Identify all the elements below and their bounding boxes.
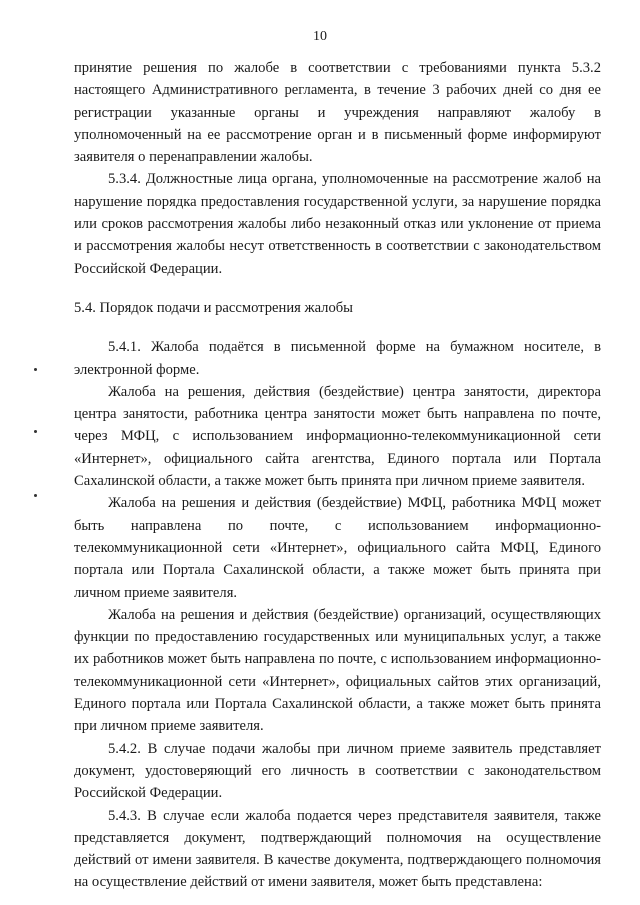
document-body xyxy=(74,57,601,894)
paragraph: Жалоба на решения и действия (бездействие) МФЦ, работника МФЦ может быть направлена по почте, с использованием информационно-телекоммуникационной сети «Интернет», официального сайта МФЦ, Единого портала или Портала Сахалинской области, а также может быть принята при личном приеме заявителя. xyxy=(74,495,601,601)
paragraph-5-3-4: 5.3.4. Должностные лица органа, уполномоченные на рассмотрение жалоб на нарушение порядка предоставления государственной услуги, за нарушение порядка или сроков рассмотрения жалобы либо незаконный отказ или уклонение от приема и рассмотрения жалобы несут ответственность в соответствии с законодательством Российской Федерации. xyxy=(74,171,601,277)
margin-dot xyxy=(34,494,37,497)
paragraph: Жалоба на решения и действия (бездействие) организаций, осуществляющих функции по предоставлению государственных или муниципальных услуг, а также их работников может быть направлена по почте, с использованием информационно-телекоммуникационной сети «Интернет», официальных сайтов этих организаций, Единого портала или Портала Сахалинской области, а также может быть принята при личном приеме заявителя. xyxy=(74,606,601,735)
paragraph-5-4-1: 5.4.1. Жалоба подаётся в письменной форме на бумажном носителе, в электронной форме. xyxy=(74,339,601,378)
margin-dot xyxy=(34,368,37,371)
page-number: 10 xyxy=(313,29,327,44)
paragraph-5-4-3: 5.4.3. В случае если жалоба подается через представителя заявителя, также представляется документ, подтверждающий полномочия на осуществление действий от имени заявителя. В качестве документа, подтверждающего полномочия на осуществление действий от имени заявителя, может быть представлена: xyxy=(74,807,601,891)
paragraph-5-4-2: 5.4.2. В случае подачи жалобы при личном приеме заявитель представляет документ, удостоверяющий его личность в соответствии с законодательством Российской Федерации. xyxy=(74,740,601,802)
paragraph: принятие решения по жалобе в соответствии с требованиями пункта 5.3.2 настоящего Административного регламента, в течение 3 рабочих дней со дня ее регистрации указанные органы и учреждения направляют жалобу в уполномоченный на ее рассмотрение орган и в письменный форме информируют заявителя о перенаправлении жалобы. xyxy=(74,60,601,166)
margin-dot xyxy=(34,430,37,433)
section-heading-5-4: 5.4. Порядок подачи и рассмотрения жалобы xyxy=(74,299,353,316)
paragraph: Жалоба на решения, действия (бездействие) центра занятости, директора центра занятости, работника центра занятости может быть направлена по почте, через МФЦ, с использованием информационно-телекоммуникационной сети «Интернет», официального сайта агентства, Единого портала или Портала Сахалинской области, а также может быть принята при личном приеме заявителя. xyxy=(74,383,601,490)
